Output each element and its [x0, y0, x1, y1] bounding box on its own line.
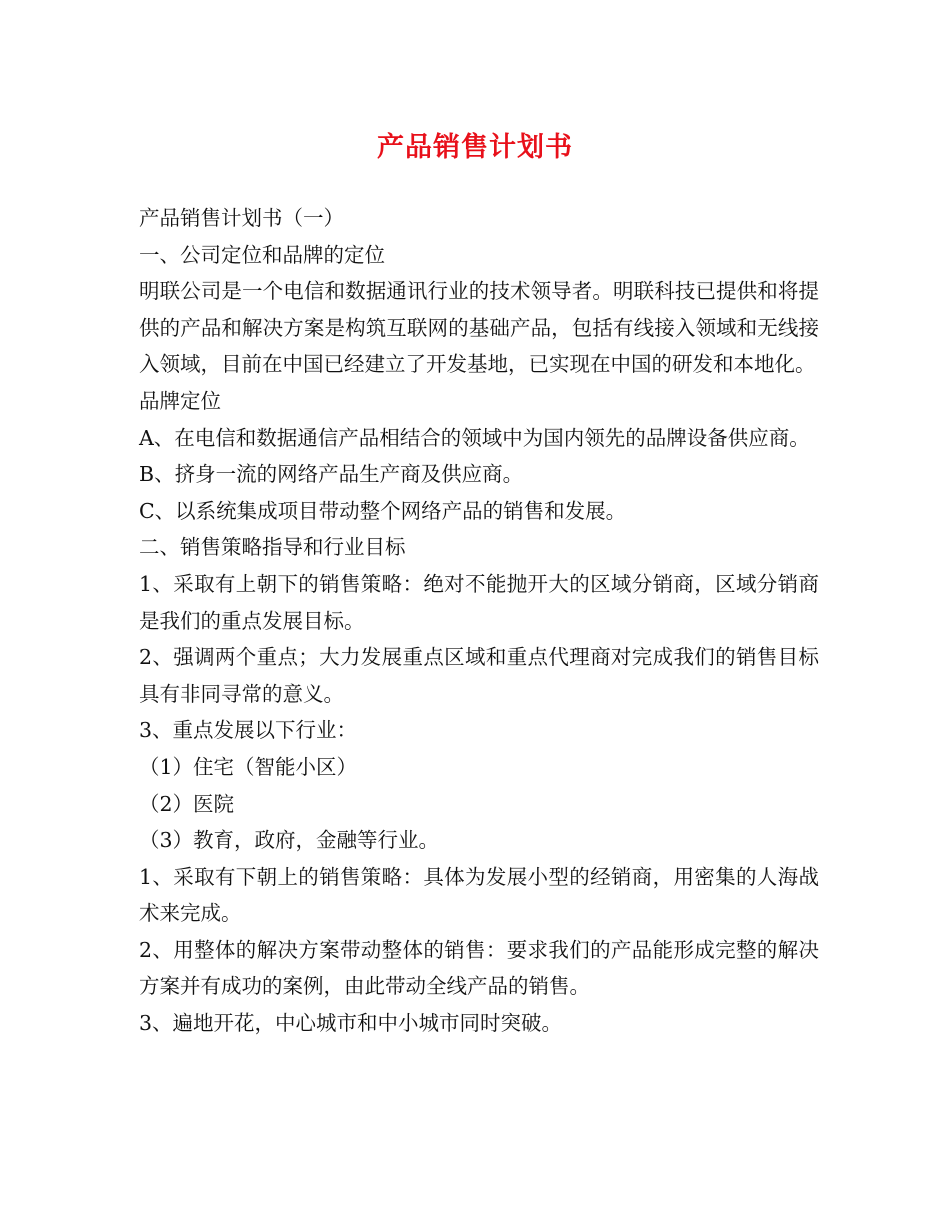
document-body — [139, 200, 819, 1042]
paragraph: 3、重点发展以下行业： — [139, 718, 358, 743]
paragraph: 品牌定位 — [139, 388, 221, 413]
paragraph: A、在电信和数据通信产品相结合的领域中为国内领先的品牌设备供应商。 — [139, 425, 810, 450]
paragraph: 1、采取有上朝下的销售策略：绝对不能抛开大的区域分销商，区域分销商是我们的重点发展目标。 — [139, 571, 819, 633]
paragraph: 2、用整体的解决方案带动整体的销售：要求我们的产品能形成完整的解决方案并有成功的案例，由此带动全线产品的销售。 — [139, 937, 819, 999]
paragraph: C、以系统集成项目带动整个网络产品的销售和发展。 — [139, 498, 627, 523]
paragraph: 明联公司是一个电信和数据通讯行业的技术领导者。明联科技已提供和将提供的产品和解决方案是构筑互联网的基础产品，包括有线接入领域和无线接入领域，目前在中国已经建立了开发基地，已实现在中国的研发和本地化。 — [139, 279, 819, 377]
document-title: 产品销售计划书 — [377, 132, 573, 163]
paragraph: 2、强调两个重点；大力发展重点区域和重点代理商对完成我们的销售目标具有非同寻常的意义。 — [139, 645, 819, 706]
paragraph: 一、公司定位和品牌的定位 — [139, 242, 385, 267]
paragraph: 3、遍地开花，中心城市和中小城市同时突破。 — [139, 1011, 563, 1036]
paragraph: 1、采取有下朝上的销售策略：具体为发展小型的经销商，用密集的人海战术来完成。 — [139, 864, 819, 926]
paragraph: 二、销售策略指导和行业目标 — [139, 535, 406, 560]
paragraph: （2）医院 — [139, 791, 235, 816]
paragraph: B、挤身一流的网络产品生产商及供应商。 — [139, 462, 524, 487]
paragraph: 产品销售计划书（一） — [139, 206, 344, 230]
paragraph: （1）住宅（智能小区） — [139, 754, 358, 779]
paragraph: （3）教育，政府，金融等行业。 — [139, 828, 440, 853]
